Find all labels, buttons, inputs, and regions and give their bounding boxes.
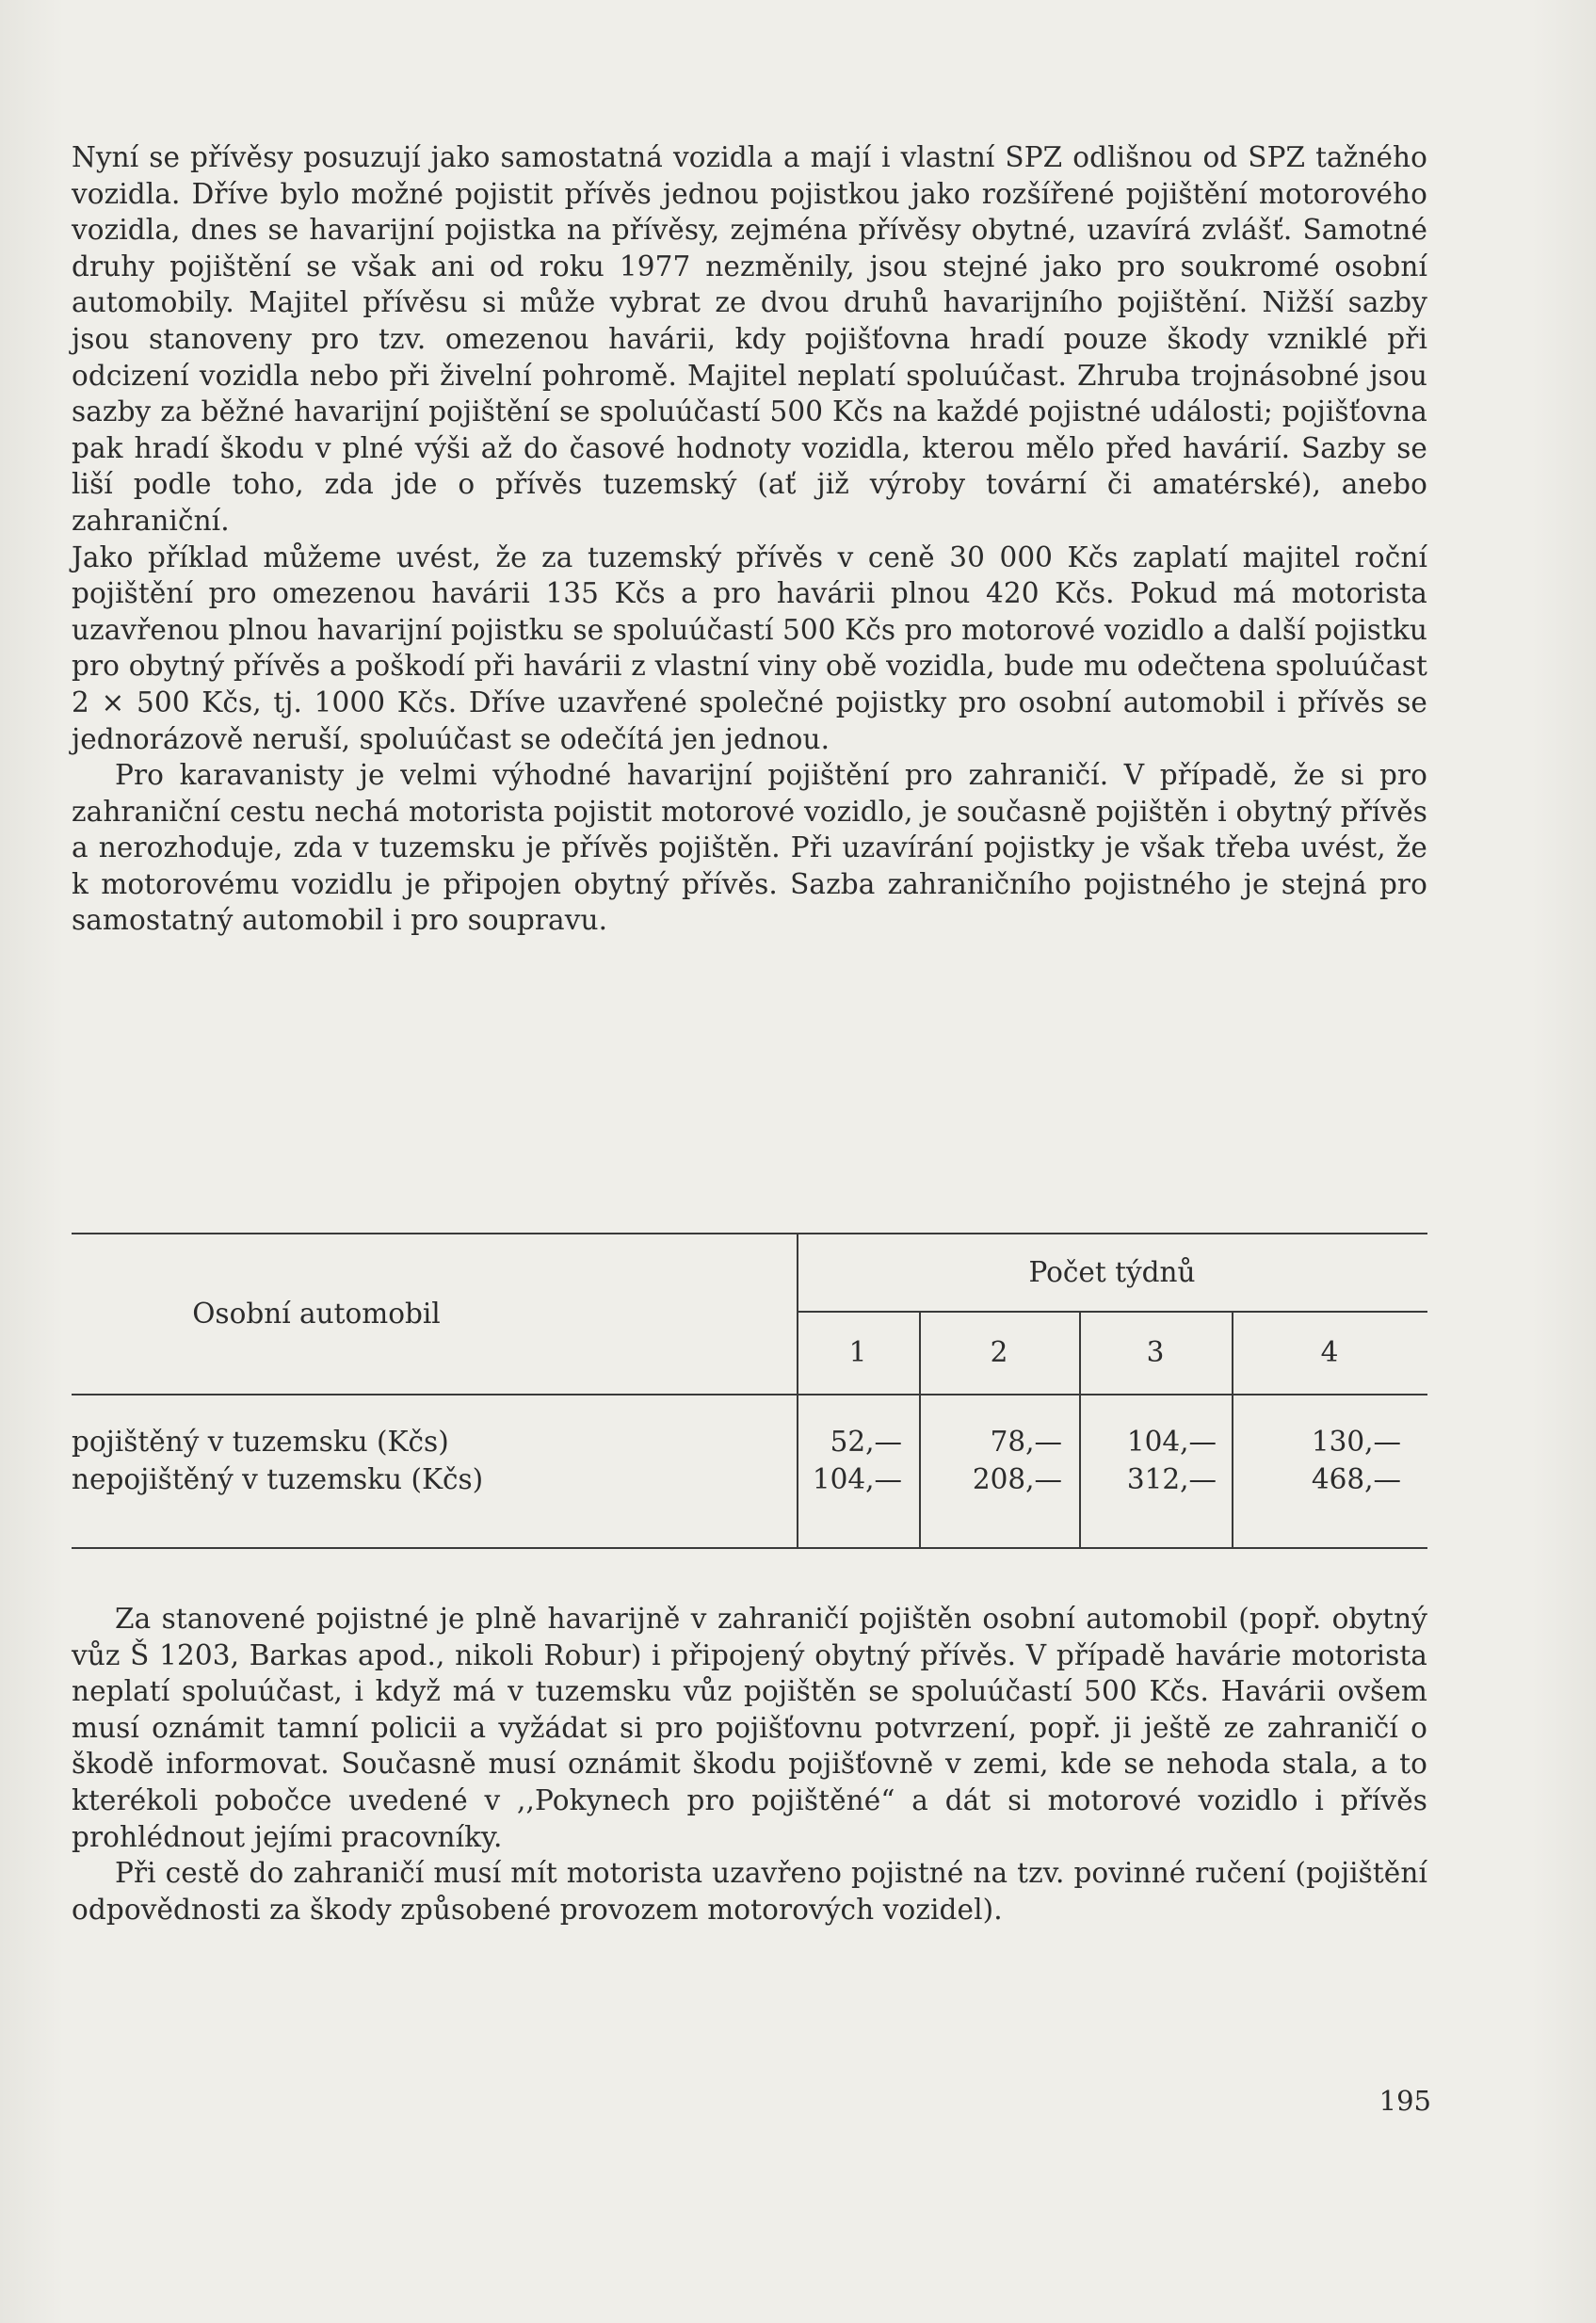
table-header-rule <box>72 1394 1427 1395</box>
paragraph: Jako příklad můžeme uvést, že za tuzemský přívěs v ceně 30 000 Kčs zaplatí majitel roční pojištění pro omezenou havárii 135 Kčs a pro havárii plnou 420 Kčs. Pokud má motorista uzavřenou plnou havarijní pojistku se spoluúčastí 500 Kčs pro motorové vozidlo a další pojistku pro obytný přívěs a poškodí při havárii z vlastní viny obě vozidla, bude mu odečtena spoluúčast 2 × 500 Kčs, tj. 1000 Kčs. Dříve uzavřené společné pojistky pro osobní automobil i přívěs se jednorázově neruší, spoluúčast se odečítá jen jednou. <box>72 540 1427 755</box>
table-cell: 104,— <box>812 1463 902 1495</box>
table-row-label: pojištěný v tuzemsku (Kčs) <box>72 1426 449 1458</box>
table-cell: 130,— <box>1311 1426 1401 1458</box>
page-number: 195 <box>1378 2085 1431 2117</box>
column-header: 4 <box>1320 1336 1339 1368</box>
row-header: Osobní automobil <box>192 1298 441 1330</box>
table-cell: 104,— <box>1126 1426 1217 1458</box>
table-bottom-rule <box>72 1547 1427 1549</box>
column-header: 3 <box>1146 1336 1165 1368</box>
group-header: Počet týdnů <box>1028 1256 1196 1288</box>
text-block-bottom <box>72 1601 1427 1928</box>
paragraph: Nyní se přívěsy posuzují jako samostatná vozidla a mají i vlastní SPZ odlišnou od SPZ tažného vozidla. Dříve bylo možné pojistit přívěs jednou pojistkou jako rozšířené pojištění motorového vozidla, dnes se havarijní pojistka na přívěsy, zejména přívěsy obytné, uzavírá zvlášť. Samotné druhy pojištění se však ani od roku 1977 nezměnily, jsou stejné jako pro soukromé osobní automobily. Majitel přívěsu si může vybrat ze dvou druhů havarijního pojištění. Nižší sazby jsou stanoveny pro tzv. omezenou havárii, kdy pojišťovna hradí pouze škody vzniklé při odcizení vozidla nebo při živelní pohromě. Majitel neplatí spoluúčast. Zhruba trojnásobné jsou sazby za běžné havarijní pojištění se spoluúčastí 500 Kčs na každé pojistné události; pojišťovna pak hradí škodu v plné výši až do časové hodnoty vozidla, kterou mělo před havárií. Sazby se liší podle toho, zda jde o přívěs tuzemský (ať již výroby tovární či amatérské), anebo zahraniční. <box>72 141 1427 537</box>
table-cell: 312,— <box>1126 1463 1217 1495</box>
text-block-top <box>72 139 1427 939</box>
table-cell: 208,— <box>972 1463 1062 1495</box>
paragraph: Za stanovené pojistné je plně havarijně v zahraničí pojištěn osobní automobil (popř. obytný vůz Š 1203, Barkas apod., nikoli Robur) i připojený obytný přívěs. V případě havárie motorista neplatí spoluúčast, i když má v tuzemsku vůz pojištěn se spoluúčastí 500 Kčs. Havárii ovšem musí oznámit tamní policii a vyžádat si pro pojišťovnu potvrzení, popř. ji ještě ze zahraničí o škodě informovat. Současně musí oznámit škodu pojišťovně v zemi, kde se nehoda stala, a to kterékoli pobočce uvedené v ,,Pokynech pro pojištěné“ a dát si motorové vozidlo i přívěs prohlédnout jejími pracovníky. <box>72 1603 1427 1853</box>
table-subheader-rule <box>797 1311 1427 1313</box>
table-row-label: nepojištěný v tuzemsku (Kčs) <box>72 1463 484 1495</box>
paragraph: Při cestě do zahraničí musí mít motorista uzavřeno pojistné na tzv. povinné ručení (pojištění odpovědnosti za škody způsobené provozem motorových vozidel). <box>72 1857 1427 1926</box>
column-header: 2 <box>990 1336 1008 1368</box>
paragraph: Pro karavanisty je velmi výhodné havarijní pojištění pro zahraničí. V případě, že si pro zahraniční cestu nechá motorista pojistit motorové vozidlo, je současně pojištěn i obytný přívěs a nerozhoduje, zda v tuzemsku je přívěs pojištěn. Při uzavírání pojistky je však třeba uvést, že k motorovému vozidlu je připojen obytný přívěs. Sazba zahraničního pojistného je stejná pro samostatný automobil i pro soupravu. <box>72 759 1427 937</box>
table-cell: 52,— <box>830 1426 902 1458</box>
insurance-rate-table <box>72 1229 1427 1554</box>
table-cell: 468,— <box>1311 1463 1401 1495</box>
table-top-rule <box>72 1233 1427 1234</box>
table-cell: 78,— <box>990 1426 1062 1458</box>
column-header: 1 <box>848 1336 867 1368</box>
